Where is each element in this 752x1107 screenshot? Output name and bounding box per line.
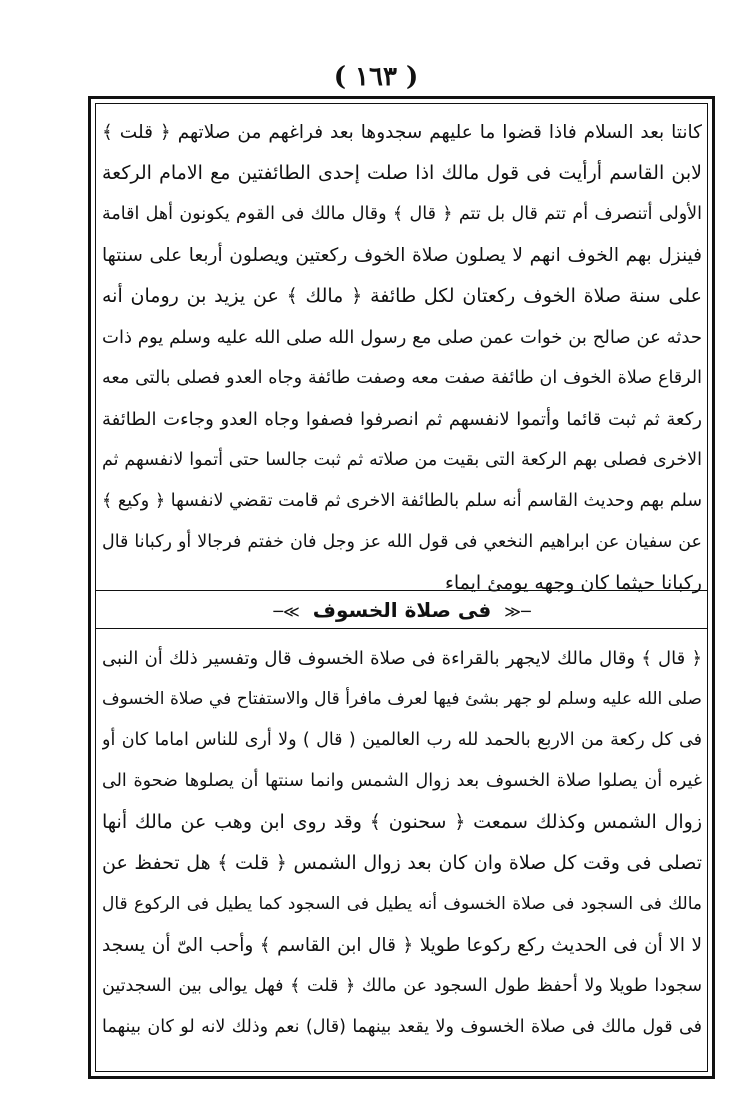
text-line: ﴿ قال ﴾ وقال مالك لايجهر بالقراءة فى صلاة الخسوف قال وتفسير ذلك أن النبى <box>102 648 702 669</box>
text-line: الأولى أتنصرف أم تتم قال بل تتم ﴿ قال ﴾ وقال مالك فى القوم يكونون أهل اقامة <box>102 204 702 224</box>
text-line: ركبانا حيثما كان وجهه يومئ ايماء <box>444 572 702 594</box>
paragraph-eclipse-prayer <box>102 638 702 1048</box>
text-line: عن سفيان عن ابراهيم النخعي فى قول الله عز وجل فان خفتم فرجالا أو ركبانا قال <box>102 532 702 552</box>
section-divider-top <box>96 590 708 591</box>
text-line: على سنة صلاة الخوف ركعتان لكل طائفة ﴿ مالك ﴾ عن يزيد بن رومان أنه <box>102 285 702 307</box>
section-title: فى صلاة الخسوف <box>312 598 492 622</box>
text-line: غيره أن يصلوا صلاة الخسوف بعد زوال الشمس وانما سنتها أن يصلوها ضحوة الى <box>102 771 702 791</box>
ornament-left: ≫─ <box>273 602 300 621</box>
section-divider-bottom <box>96 628 708 629</box>
text-line: فينزل بهم الخوف انهم لا يصلون صلاة الخوف ركعتين ويصلون أربعا على سنتها <box>102 245 702 266</box>
text-line: لابن القاسم أرأيت فى قول مالك اذا صلت إحدى الطائفتين مع الامام الركعة <box>102 162 702 184</box>
paragraph-fear-prayer <box>102 112 702 604</box>
text-line: مالك فى السجود فى صلاة الخسوف أنه يطيل فى السجود كما يطيل فى الركوع قال <box>102 894 702 914</box>
text-line: لا الا أن فى الحديث ركع ركوعا طويلا ﴿ قال ابن القاسم ﴾ وأحب الىّ أن يسجد <box>102 935 702 956</box>
text-line: صلى الله عليه وسلم لو جهر بشئ فيها لعرف مافرأ قال والاستفتاح في صلاة الخسوف <box>102 689 702 709</box>
text-line: كانتا بعد السلام فاذا قضوا ما عليهم سجدوها بعد فراغهم من صلاتهم ﴿ قلت ﴾ <box>102 122 702 143</box>
ornament-right: ─≪ <box>504 602 531 621</box>
text-line: فى قول مالك فى صلاة الخسوف ولا يقعد بينهما (قال) نعم وذلك لانه لو كان بينهما <box>102 1017 702 1037</box>
text-line: الرقاع صلاة الخوف ان طائفة صفت معه وصفت طائفة وجاه العدو فصلى بالتى معه <box>102 368 702 388</box>
text-line: زوال الشمس وكذلك سمعت ﴿ سحنون ﴾ وقد روى ابن وهب عن مالك أنها <box>102 811 702 833</box>
text-line: ركعة ثم ثبت قائما وأتموا لانفسهم ثم انصرفوا فصفوا وجاه العدو وجاءت الطائفة <box>102 409 702 430</box>
text-line: الاخرى فصلى بهم الركعة التى بقيت من صلاته ثم ثبت جالسا حتى أتموا لانفسهم ثم <box>102 450 702 470</box>
page-number: ( ١٦٣ ) <box>333 62 419 92</box>
text-line: سلم بهم وحديث القاسم أنه سلم بالطائفة الاخرى ثم قامت تقضي لانفسها ﴿ وكيع ﴾ <box>102 491 702 511</box>
text-line: سجودا طويلا ولا أحفظ طول السجود عن مالك ﴿ قلت ﴾ فهل يوالى بين السجدتين <box>102 976 702 996</box>
section-heading <box>96 594 708 626</box>
text-line: حدثه عن صالح بن خوات عمن صلى مع رسول الله صلى الله عليه وسلم يوم ذات <box>102 327 702 348</box>
text-line: تصلى فى وقت كل صلاة وان كان بعد زوال الشمس ﴿ قلت ﴾ هل تحفظ عن <box>102 852 702 874</box>
text-line: فى كل ركعة من الاربع بالحمد لله رب العالمين ( قال ) ولا أرى للناس اماما كان أو <box>102 730 702 750</box>
